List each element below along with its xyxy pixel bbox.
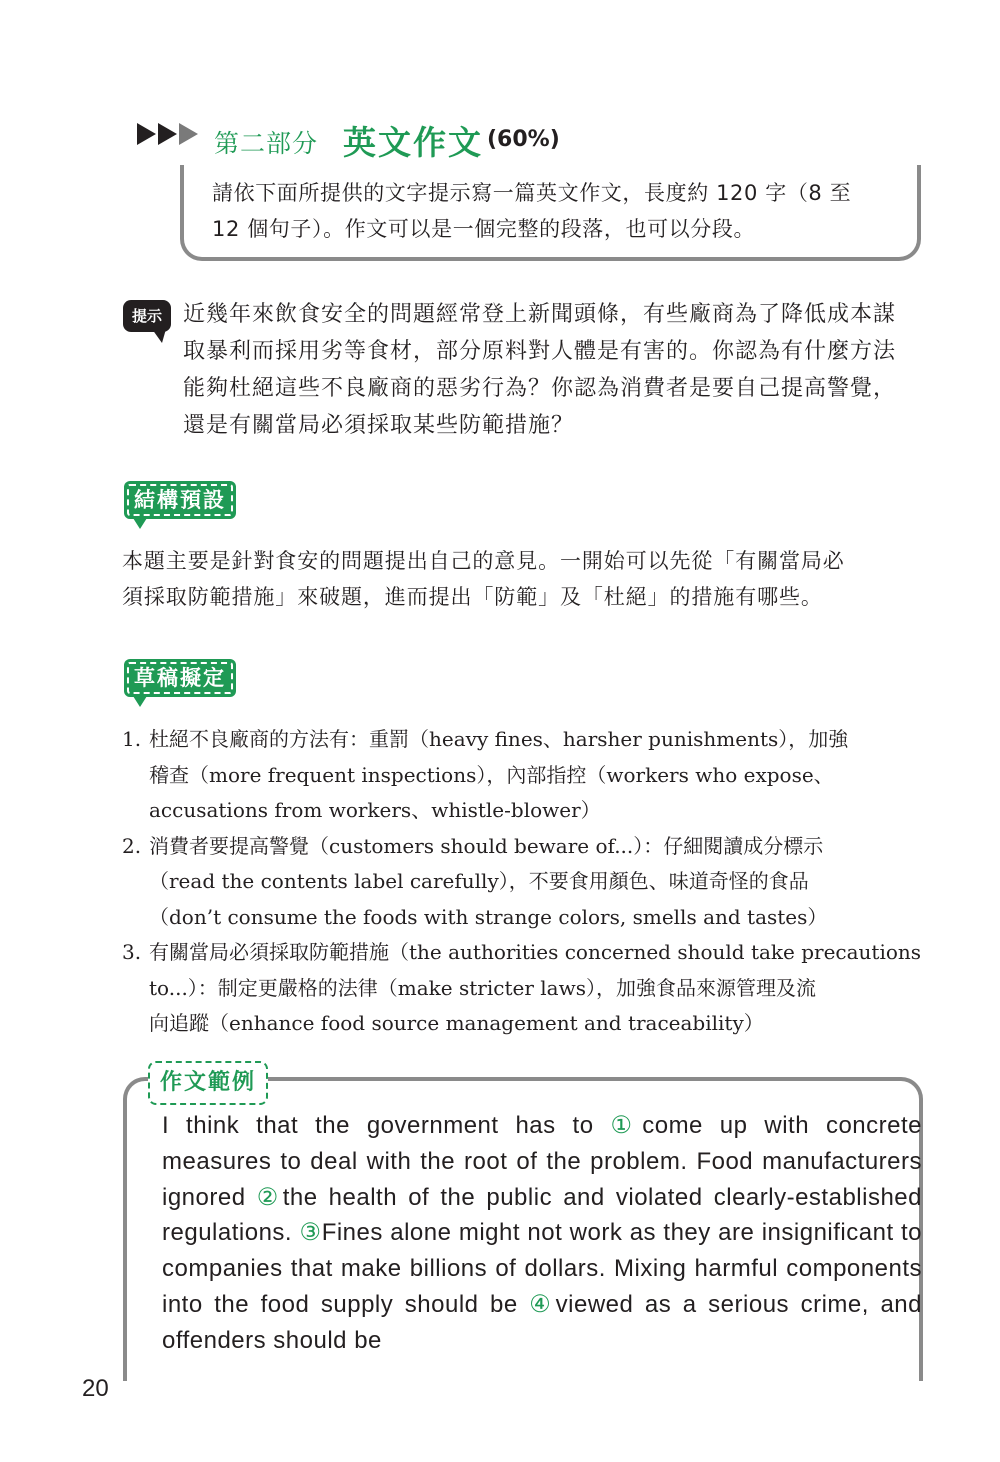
essay-text: [162, 1108, 922, 1359]
hint-bubble-icon: 提示: [123, 300, 171, 332]
section-title: 英文作文: [343, 123, 483, 162]
essay-marker: ④: [529, 1290, 556, 1318]
instructions-line: 12 個句子）。作文可以是一個完整的段落，也可以分段。: [212, 217, 756, 241]
section-arrows-icon: [137, 123, 198, 145]
draft-item-number: 2.: [122, 833, 142, 858]
draft-item-line: 杜絕不良廠商的方法有：重罰（heavy fines、harsher punishments），加強: [149, 727, 849, 751]
essay-segment: come up with concrete measures to deal with the root of the problem. Food manufacturers ignored: [162, 1112, 923, 1211]
essay-segment: the health of the public and violated clearly-established regulations.: [162, 1183, 922, 1247]
section-percent: (60%): [487, 127, 560, 152]
essay-segment: Fines alone might not work as they are insignificant to companies that make billions of dollars. Mixing harmful components into the food supply should be: [162, 1219, 923, 1318]
draft-item-line: 向追蹤（enhance food source management and traceability）: [149, 1011, 764, 1035]
essay-marker: ③: [299, 1219, 322, 1247]
hint-line: 取暴利而採用劣等食材，部分原料對人體是有害的。你認為有什麼方法: [183, 339, 897, 364]
instructions-text: [212, 175, 907, 247]
draft-list: [122, 722, 922, 1042]
structure-text: [122, 543, 922, 615]
structure-tag-tail: [133, 518, 147, 529]
essay-marker: ②: [256, 1183, 283, 1211]
draft-item-line: （don’t consume the foods with strange colors, smells and tastes）: [149, 904, 828, 929]
draft-item-line: 消費者要提高警覺（customers should beware of...）：仔細閱讀成分標示: [149, 833, 824, 858]
section-label: 第二部分: [214, 129, 319, 158]
draft-item-line: to...）：制定更嚴格的法律（make stricter laws），加強食品來源管理及流: [149, 975, 816, 1000]
draft-item-line: （read the contents label carefully），不要食用顏色、味道奇怪的食品: [149, 869, 809, 893]
draft-tag-tail: [133, 696, 147, 707]
essay-tag: 作文範例: [148, 1061, 268, 1105]
draft-tag: 草稿擬定: [124, 659, 236, 697]
hint-line: 還是有關當局必須採取某些防範措施？: [183, 413, 575, 438]
essay-marker: ①: [610, 1112, 643, 1139]
essay-segment: I think that the government has to: [162, 1112, 611, 1139]
essay-segment: viewed as a serious crime, and offenders should be: [162, 1290, 922, 1354]
draft-item-number: 3.: [122, 940, 142, 964]
draft-item-line: accusations from workers、whistle-blower）: [149, 798, 601, 822]
draft-item-line: 稽查（more frequent inspections），內部指控（workers who expose、: [149, 762, 834, 787]
draft-item: [122, 829, 922, 936]
hint-line: 近幾年來飲食安全的問題經常登上新聞頭條，有些廠商為了降低成本謀: [183, 302, 897, 327]
structure-line: 本題主要是針對食安的問題提出自己的意見。一開始可以先從「有關當局必: [122, 549, 845, 573]
structure-tag: 結構預設: [124, 481, 236, 519]
page-number: 20: [82, 1375, 109, 1402]
structure-line: 須採取防範措施」來破題，進而提出「防範」及「杜絕」的措施有哪些。: [122, 585, 823, 609]
hint-line: 能夠杜絕這些不良廠商的惡劣行為？你認為消費者是要自己提高警覺，: [183, 376, 897, 401]
draft-item: [122, 935, 922, 1042]
draft-item-line: 有關當局必須採取防範措施（the authorities concerned should take precautions: [149, 940, 922, 964]
hint-bubble-tail: [152, 329, 166, 343]
instructions-line: 請依下面所提供的文字提示寫一篇英文作文，長度約 120 字（8 至: [212, 181, 852, 205]
draft-item-number: 1.: [122, 727, 142, 751]
hint-text: [183, 296, 923, 444]
draft-item: [122, 722, 922, 829]
